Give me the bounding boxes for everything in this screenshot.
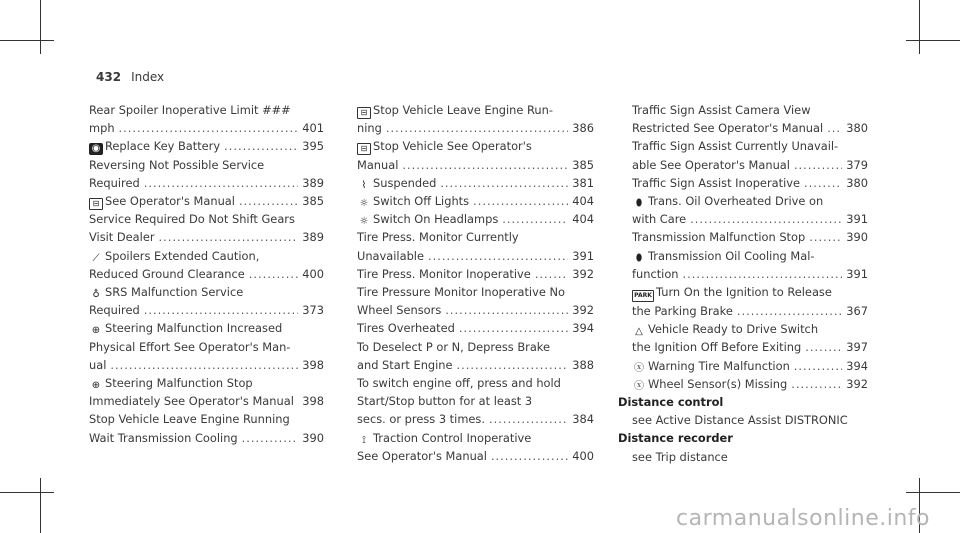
- entry-label: Wheel Sensors: [357, 303, 442, 318]
- index-entry: [89, 265, 324, 283]
- page-ref[interactable]: 392: [572, 303, 594, 318]
- light-icon: ☼: [359, 198, 369, 210]
- page-ref[interactable]: 394: [846, 358, 868, 373]
- entry-label: To Deselect P or N, Depress Brake: [357, 339, 550, 354]
- page-ref[interactable]: 395: [302, 139, 324, 154]
- leader-dots: [119, 119, 299, 137]
- index-entry: [618, 247, 868, 265]
- car-icon: ⊟: [357, 143, 371, 155]
- index-entry: [618, 174, 868, 192]
- leader-dots: [110, 356, 298, 374]
- page-ref[interactable]: 373: [302, 303, 324, 318]
- entry-text: [357, 101, 553, 119]
- page-ref[interactable]: 391: [846, 212, 868, 227]
- leader-dots: [827, 119, 842, 137]
- leader-dots: [791, 375, 842, 393]
- index-entry: [357, 228, 594, 246]
- page-header: [96, 70, 164, 84]
- page-ref[interactable]: 397: [846, 340, 868, 355]
- index-heading: [618, 429, 868, 447]
- entry-text: [89, 429, 238, 447]
- spoiler-icon: ⟋: [92, 252, 100, 264]
- leader-dots: [809, 228, 842, 246]
- entry-text: [357, 210, 498, 228]
- index-entry: [357, 283, 594, 301]
- page-ref[interactable]: 400: [302, 266, 324, 281]
- car-icon: ⊟: [89, 198, 103, 210]
- entry-label: To switch engine off, press and hold: [357, 376, 561, 391]
- entry-text: [89, 356, 106, 374]
- entry-text: [357, 174, 436, 192]
- index-column-1: [89, 101, 324, 447]
- page-ref[interactable]: 400: [572, 448, 594, 463]
- entry-text: [357, 374, 561, 392]
- leader-dots: [242, 429, 299, 447]
- entry-text: [618, 393, 723, 411]
- leader-dots: [440, 174, 568, 192]
- index-entry: [618, 210, 868, 228]
- entry-text: [89, 392, 294, 410]
- page-ref[interactable]: 386: [572, 121, 594, 136]
- entry-text: [632, 137, 838, 155]
- entry-label: Traffic Sign Assist Inoperative: [632, 175, 800, 190]
- entry-text: [89, 374, 253, 392]
- entry-text: [89, 265, 245, 283]
- crop-mark: [0, 492, 54, 493]
- entry-label: See Operator's Manual: [357, 448, 487, 463]
- steering-icon: ⊕: [91, 380, 101, 392]
- page-ref[interactable]: 391: [846, 266, 868, 281]
- entry-text: [632, 119, 823, 137]
- page-ref[interactable]: 367: [846, 304, 868, 319]
- leader-dots: [144, 174, 299, 192]
- leader-dots: [794, 357, 842, 375]
- index-entry: [618, 302, 868, 320]
- index-entry: [357, 338, 594, 356]
- entry-label: Switch On Headlamps: [373, 212, 499, 227]
- index-entry: [618, 228, 868, 246]
- warning-icon: △: [635, 326, 643, 338]
- index-entry: [89, 301, 324, 319]
- index-entry: [89, 338, 324, 356]
- entry-text: [89, 338, 290, 356]
- leader-dots: [144, 301, 299, 319]
- entry-text: [357, 429, 531, 447]
- tire-icon: ⓧ: [634, 380, 644, 392]
- entry-label: Tire Press. Monitor Inoperative: [357, 266, 531, 281]
- entry-label: mph: [89, 121, 115, 136]
- index-entry: [89, 283, 324, 301]
- entry-text: [357, 265, 531, 283]
- page-ref[interactable]: 401: [302, 121, 324, 136]
- index-entry: [357, 210, 594, 228]
- page-ref[interactable]: 379: [846, 157, 868, 172]
- entry-text: [357, 338, 550, 356]
- index-entry: [357, 410, 594, 428]
- leader-dots: [402, 156, 568, 174]
- entry-label: Transmission Oil Cooling Mal-: [648, 248, 815, 263]
- index-entry: [89, 319, 324, 337]
- index-entry: [618, 283, 868, 302]
- page-ref[interactable]: 404: [572, 212, 594, 227]
- entry-text: [89, 283, 243, 301]
- entry-text: [89, 101, 291, 119]
- entry-label: Required: [89, 303, 140, 318]
- entry-label: Replace Key Battery: [105, 139, 221, 154]
- index-entry: [618, 448, 868, 466]
- entry-label: Traction Control Inoperative: [373, 430, 532, 445]
- index-entry: [357, 137, 594, 155]
- index-entry: [89, 429, 324, 447]
- entry-text: [89, 301, 140, 319]
- entry-label: Turn On the Ignition to Release: [656, 285, 832, 300]
- index-entry: [618, 411, 868, 429]
- entry-label: Vehicle Ready to Drive Switch: [648, 322, 819, 337]
- crop-mark: [906, 40, 960, 41]
- page-ref[interactable]: 392: [846, 376, 868, 391]
- index-entry: [89, 119, 324, 137]
- index-entry: [618, 357, 868, 375]
- entry-label: Tire Pressure Monitor Inoperative No: [357, 285, 565, 300]
- index-column-3: [618, 101, 868, 466]
- index-entry: [357, 319, 594, 337]
- index-entry: [357, 392, 594, 410]
- entry-label: Wheel Sensor(s) Missing: [648, 376, 788, 391]
- entry-label: Restricted See Operator's Manual: [632, 121, 824, 136]
- suspension-icon: ⌇: [361, 179, 367, 191]
- entry-text: [89, 410, 290, 428]
- entry-label: Required: [89, 175, 140, 190]
- leader-dots: [473, 192, 568, 210]
- index-entry: [618, 119, 868, 137]
- entry-text: [632, 192, 823, 210]
- oil-icon: ⬮: [635, 198, 643, 210]
- index-entry: [89, 247, 324, 265]
- traction-icon: ⟟: [362, 434, 366, 446]
- entry-label: Stop Vehicle See Operator's: [373, 139, 532, 154]
- entry-label: Tire Press. Monitor Currently: [357, 230, 519, 245]
- entry-text: [632, 101, 811, 119]
- entry-text: [632, 375, 787, 393]
- index-entry: [357, 265, 594, 283]
- entry-text: [357, 119, 382, 137]
- index-entry: [618, 338, 868, 356]
- index-entry: [357, 119, 594, 137]
- entry-text: [89, 192, 235, 210]
- entry-text: [357, 301, 441, 319]
- section-title: Index: [131, 70, 165, 84]
- key-icon: ◉: [89, 143, 103, 155]
- page-number: 432: [96, 70, 122, 84]
- index-column-2: [357, 101, 594, 465]
- entry-text: [357, 247, 424, 265]
- entry-text: [632, 338, 801, 356]
- entry-label: Reduced Ground Clearance: [89, 266, 245, 281]
- tire-icon: ⓧ: [634, 362, 644, 374]
- page-ref[interactable]: 404: [572, 194, 594, 209]
- entry-label: Tires Overheated: [357, 321, 455, 336]
- entry-label: Traffic Sign Assist Camera View: [632, 103, 811, 117]
- crop-mark: [0, 40, 54, 41]
- index-entry: [357, 356, 594, 374]
- leader-dots: [737, 302, 842, 320]
- entry-label: secs. or press 3 times.: [357, 412, 485, 427]
- airbag-icon: ♁: [92, 289, 100, 301]
- entry-text: [632, 174, 800, 192]
- entry-label: Manual: [357, 157, 399, 172]
- entry-text: [632, 411, 848, 429]
- entry-label: Traffic Sign Assist Currently Unavail-: [632, 139, 839, 154]
- index-heading: [618, 393, 868, 411]
- entry-label: the Parking Brake: [632, 304, 733, 319]
- entry-label: ning: [357, 121, 382, 136]
- index-entry: [89, 392, 324, 410]
- entry-label: Warning Tire Malfunction: [648, 358, 790, 373]
- index-entry: [618, 156, 868, 174]
- entry-text: [357, 192, 469, 210]
- index-entry: [357, 374, 594, 392]
- entry-label: Unavailable: [357, 248, 424, 263]
- entry-label: Switch Off Lights: [373, 194, 470, 209]
- page-ref[interactable]: 390: [302, 430, 324, 445]
- page-ref[interactable]: 394: [572, 321, 594, 336]
- crop-mark: [906, 492, 960, 493]
- entry-text: [618, 429, 733, 447]
- crop-mark: [40, 478, 41, 533]
- entry-label: ual: [89, 357, 107, 372]
- page-ref[interactable]: 389: [302, 175, 324, 190]
- page-ref[interactable]: 398: [302, 357, 324, 372]
- page-ref[interactable]: 381: [572, 175, 594, 190]
- entry-text: [357, 228, 519, 246]
- index-entry: [357, 156, 594, 174]
- entry-label: Steering Malfunction Stop: [105, 376, 253, 391]
- entry-text: [632, 210, 686, 228]
- leader-dots: [224, 137, 298, 155]
- index-entry: [89, 192, 324, 210]
- index-entry: [357, 192, 594, 210]
- index-entry: [89, 228, 324, 246]
- entry-label: See Operator's Manual: [105, 194, 235, 209]
- leader-dots: [445, 301, 568, 319]
- page-ref[interactable]: 391: [572, 248, 594, 263]
- entry-label: the Ignition Off Before Exiting: [632, 340, 802, 355]
- entry-text: [357, 283, 565, 301]
- entry-label: Visit Dealer: [89, 230, 155, 245]
- entry-label: Rear Spoiler Inoperative Limit ###: [89, 103, 291, 117]
- leader-dots: [459, 319, 568, 337]
- page-ref[interactable]: 389: [302, 230, 324, 245]
- page-ref[interactable]: 390: [846, 230, 868, 245]
- page-ref[interactable]: 384: [572, 412, 594, 427]
- index-entry: [357, 247, 594, 265]
- entry-label: Distance control: [618, 395, 724, 410]
- entry-label: see Trip distance: [632, 449, 728, 464]
- entry-label: Stop Vehicle Leave Engine Run-: [373, 103, 553, 117]
- leader-dots: [804, 174, 842, 192]
- crop-mark: [919, 0, 920, 54]
- entry-label: able See Operator's Manual: [632, 157, 790, 172]
- entry-text: [357, 447, 487, 465]
- entry-text: [632, 302, 733, 320]
- index-entry: [357, 174, 594, 192]
- entry-label: see Active Distance Assist DISTRONIC: [632, 413, 848, 428]
- leader-dots: [805, 338, 842, 356]
- entry-text: [89, 174, 140, 192]
- entry-text: [357, 137, 532, 155]
- index-entry: [89, 174, 324, 192]
- leader-dots: [428, 247, 568, 265]
- entry-text: [357, 356, 453, 374]
- entry-label: Immediately See Operator's Manual: [89, 394, 294, 409]
- index-entry: [618, 265, 868, 283]
- page-ref[interactable]: 380: [846, 175, 868, 190]
- index-entry: [89, 156, 324, 174]
- entry-text: [632, 283, 832, 302]
- index-entry: [89, 101, 324, 119]
- entry-label: Suspended: [373, 175, 437, 190]
- entry-text: [632, 247, 815, 265]
- index-entry: [618, 320, 868, 338]
- page-ref[interactable]: 385: [302, 194, 324, 209]
- park-icon: PARK: [632, 290, 654, 302]
- entry-label: SRS Malfunction Service: [105, 285, 244, 300]
- page-ref[interactable]: 388: [572, 357, 594, 372]
- page-ref[interactable]: 392: [572, 266, 594, 281]
- oil-icon: ⬮: [635, 252, 643, 264]
- entry-text: [632, 228, 805, 246]
- entry-text: [89, 319, 282, 337]
- leader-dots: [794, 156, 842, 174]
- index-entry: [89, 137, 324, 155]
- entry-label: function: [632, 266, 679, 281]
- index-entry: [357, 447, 594, 465]
- entry-text: [357, 319, 455, 337]
- page-ref[interactable]: 380: [846, 121, 868, 136]
- entry-label: Stop Vehicle Leave Engine Running: [89, 412, 290, 427]
- entry-text: [89, 137, 220, 155]
- index-entry: [357, 101, 594, 119]
- entry-text: [632, 156, 790, 174]
- watermark: carmanualsonline.info: [676, 506, 930, 531]
- leader-dots: [159, 228, 299, 246]
- entry-label: Start/Stop button for at least 3: [357, 394, 533, 409]
- entry-label: Reversing Not Possible Service: [89, 157, 265, 172]
- leader-dots: [386, 119, 568, 137]
- entry-label: Service Required Do Not Shift Gears: [89, 212, 295, 227]
- crop-mark: [40, 0, 41, 54]
- leader-dots: [239, 192, 298, 210]
- index-entry: [618, 101, 868, 119]
- entry-label: with Care: [632, 212, 687, 227]
- leader-dots: [535, 265, 568, 283]
- index-entry: [89, 210, 324, 228]
- index-entry: [618, 375, 868, 393]
- entry-label: Steering Malfunction Increased: [105, 321, 283, 336]
- entry-label: Physical Effort See Operator's Man-: [89, 339, 291, 354]
- entry-label: Spoilers Extended Caution,: [105, 248, 260, 263]
- entry-text: [357, 156, 398, 174]
- index-entry: [357, 429, 594, 447]
- leader-dots: [683, 265, 843, 283]
- index-entry: [618, 192, 868, 210]
- leader-dots: [249, 265, 298, 283]
- entry-label: Distance recorder: [618, 431, 733, 446]
- entry-label: Transmission Malfunction Stop: [632, 230, 806, 245]
- leader-dots: [690, 210, 842, 228]
- entry-label: and Start Engine: [357, 357, 453, 372]
- index-entry: [89, 374, 324, 392]
- leader-dots: [489, 410, 568, 428]
- leader-dots: [457, 356, 569, 374]
- entry-text: [632, 448, 728, 466]
- entry-label: Wait Transmission Cooling: [89, 430, 238, 445]
- page-ref[interactable]: 385: [572, 157, 594, 172]
- entry-label: Trans. Oil Overheated Drive on: [648, 194, 824, 209]
- index-entry: [89, 410, 324, 428]
- entry-text: [89, 228, 155, 246]
- steering-icon: ⊕: [91, 325, 101, 337]
- entry-text: [89, 210, 295, 228]
- light-icon: ☼: [359, 216, 369, 228]
- entry-text: [89, 247, 259, 265]
- entry-text: [632, 265, 679, 283]
- car-icon: ⊟: [357, 107, 371, 119]
- entry-text: [89, 156, 264, 174]
- entry-text: [632, 320, 818, 338]
- entry-text: [357, 410, 485, 428]
- index-entry: [357, 301, 594, 319]
- page-ref[interactable]: 398: [302, 394, 324, 409]
- entry-text: [632, 357, 790, 375]
- index-entry: [89, 356, 324, 374]
- entry-text: [89, 119, 115, 137]
- entry-text: [357, 392, 532, 410]
- index-entry: [618, 137, 868, 155]
- leader-dots: [491, 447, 568, 465]
- leader-dots: [502, 210, 568, 228]
